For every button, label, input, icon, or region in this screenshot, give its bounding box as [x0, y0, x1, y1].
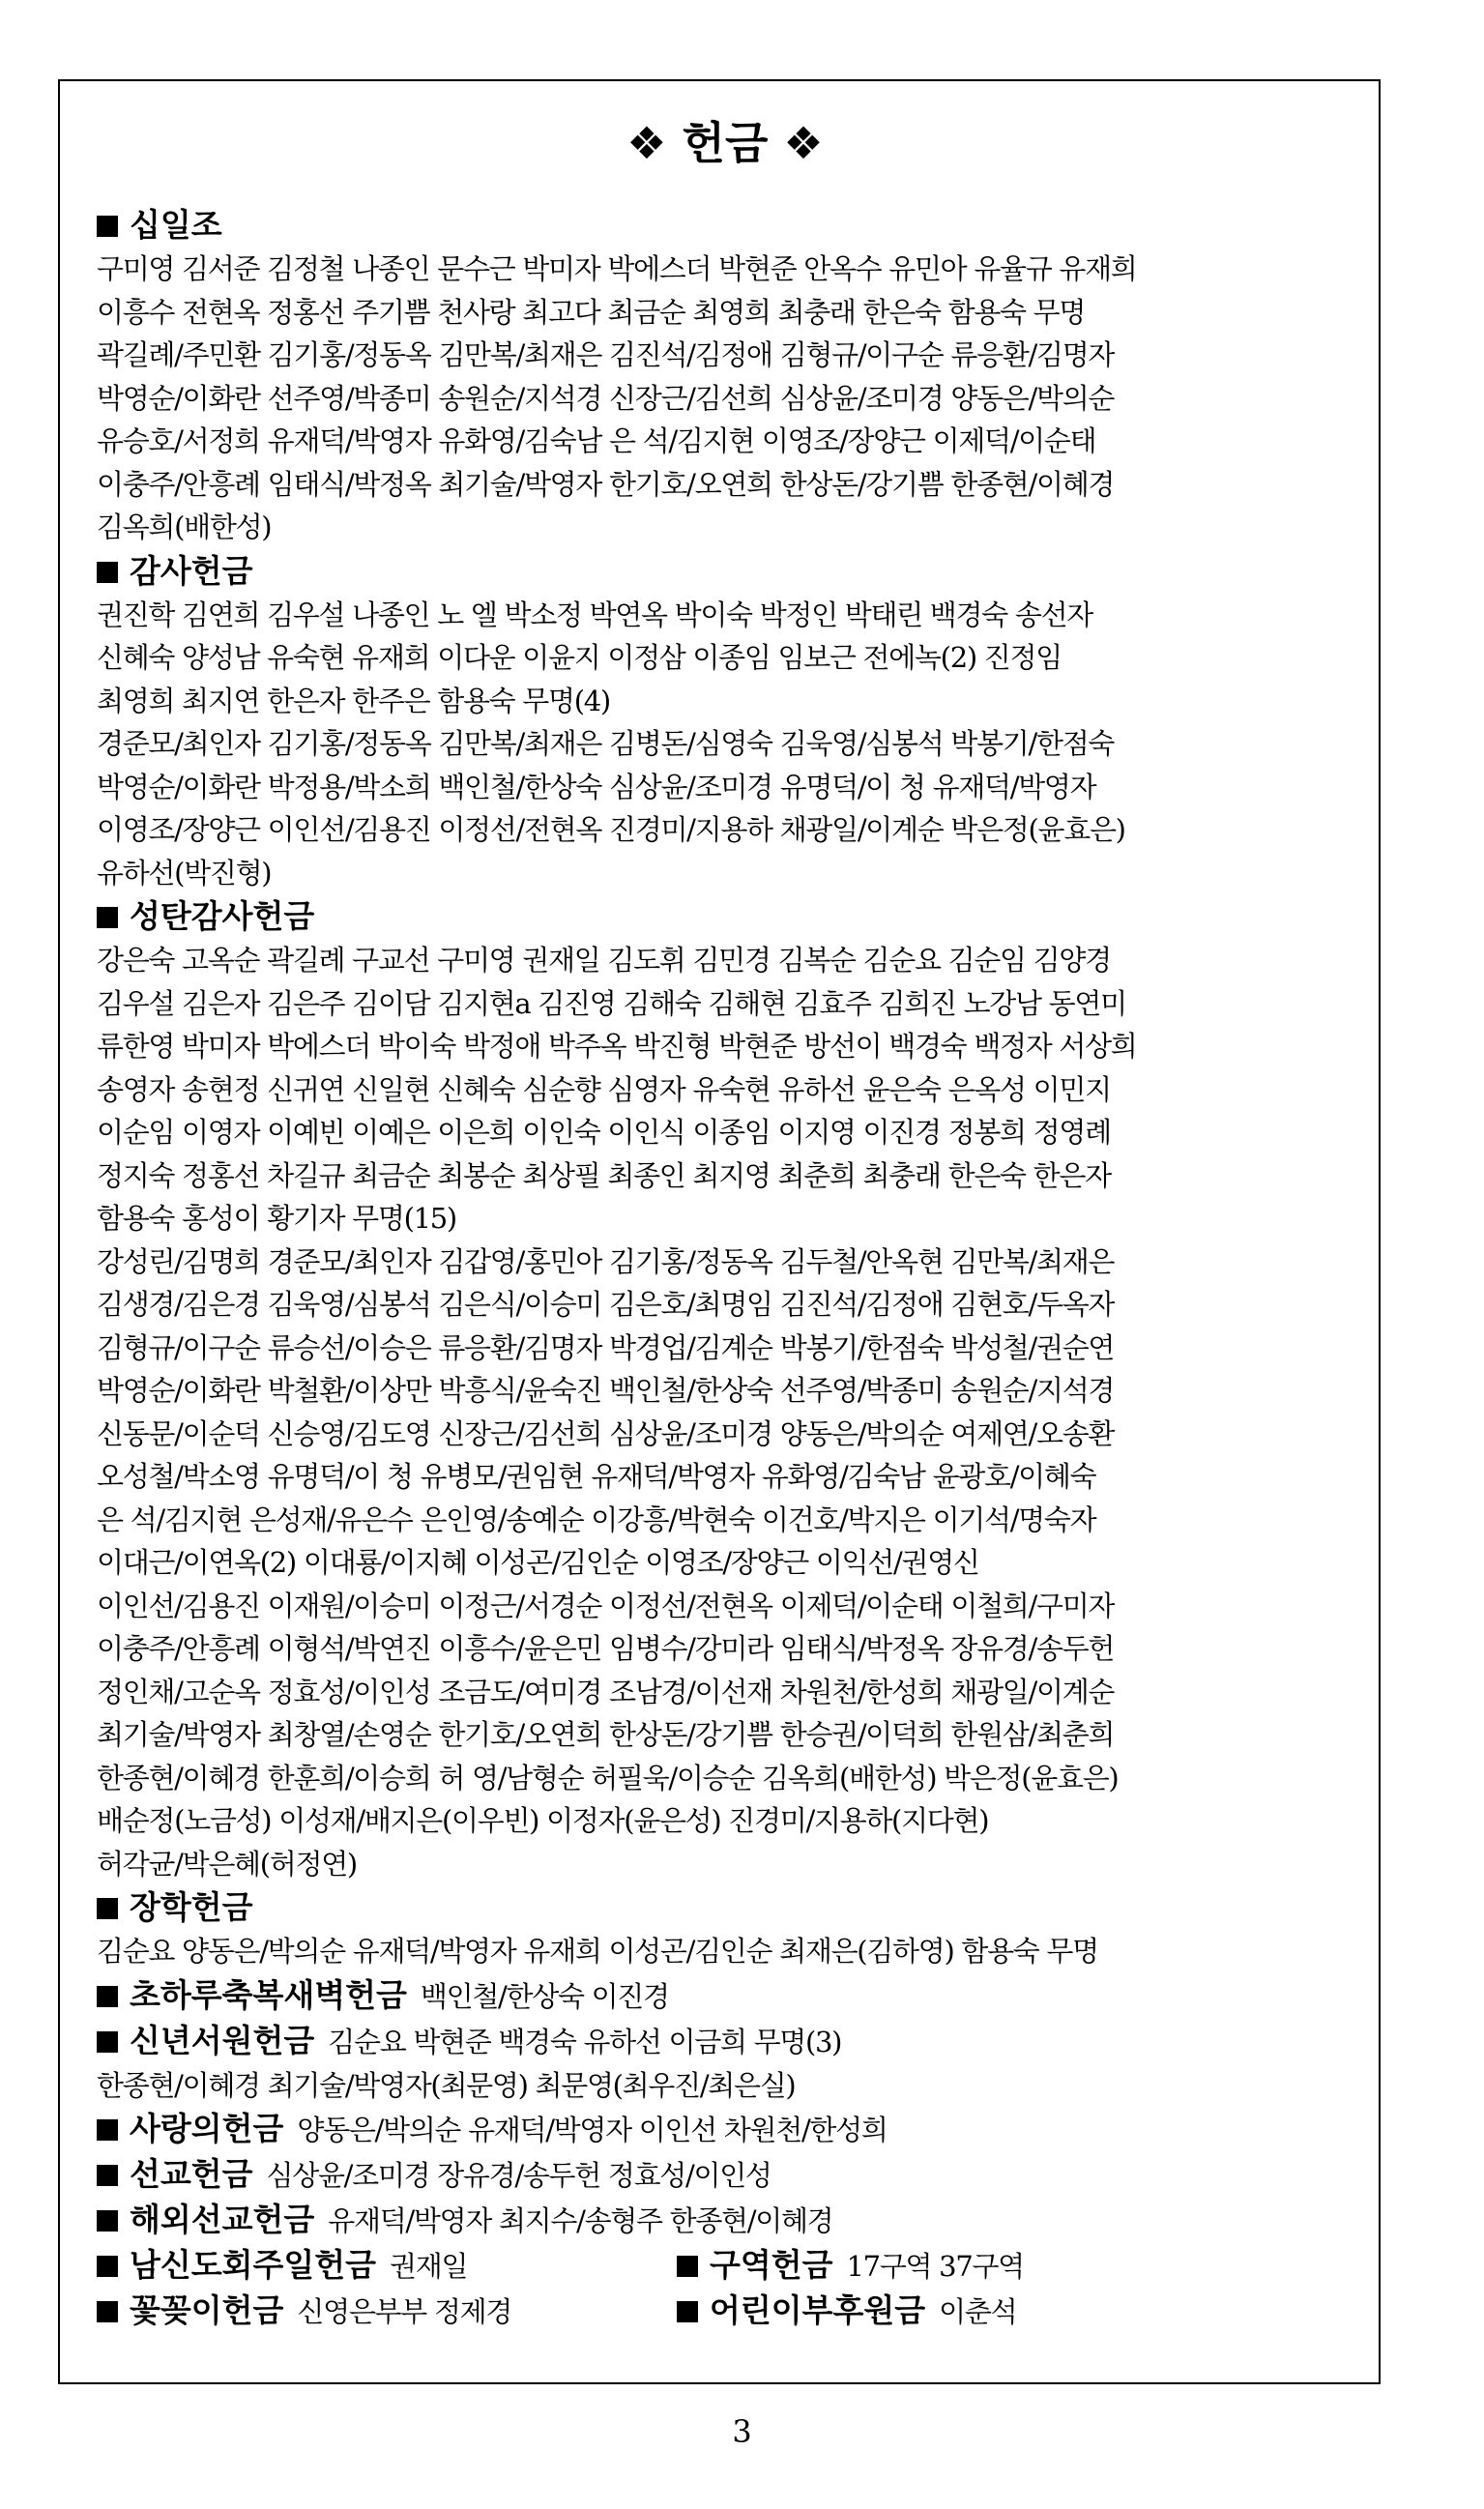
donor-names: 양동은/박의순 유재덕/박영자 이인선 차원천/한성희	[297, 2114, 887, 2146]
square-bullet-icon	[97, 2165, 118, 2186]
offering-row	[97, 2289, 1353, 2334]
donor-line: 강은숙 고옥순 곽길례 구교선 구미영 권재일 김도휘 김민경 김복순 김순요 김순임 김양경	[97, 944, 1111, 977]
section-heading-text: 구역헌금	[710, 2246, 833, 2284]
donor-names: 백인철/한상숙 이진경	[420, 1979, 669, 2013]
donor-line: 오성철/박소영 유명덕/이 청 유병모/권임현 유재덕/박영자 유화영/김숙남 윤광호/이혜숙	[97, 1460, 1096, 1493]
donor-line: 김형규/이구순 류승선/이승은 류응환/김명자 박경업/김계순 박봉기/한점숙 박성철/권순연	[97, 1330, 1115, 1364]
donor-names: 심상윤/조미경 장유경/송두헌 정효성/이인성	[266, 2159, 771, 2192]
section-heading	[97, 1973, 1353, 2019]
offering-section	[97, 203, 1353, 549]
donor-names: 유재덕/박영자 최지수/송형주 한종현/이혜경	[328, 2204, 833, 2237]
section-heading	[677, 2243, 1257, 2289]
donor-line: 최영희 최지연 한은자 한주은 함용숙 무명(4)	[97, 684, 610, 717]
section-heading-text: 어린이부후원금	[710, 2291, 926, 2329]
section-heading	[97, 1885, 1353, 1930]
donor-line: 송영자 송현정 신귀연 신일현 신혜숙 심순향 심영자 유숙현 유하선 윤은숙 은옥성 이민지	[97, 1072, 1111, 1106]
offering-column	[677, 2289, 1257, 2334]
section-heading	[97, 2019, 1353, 2064]
page-title: ❖ 헌금 ❖	[626, 117, 824, 169]
donor-line: 한종현/이혜경 최기술/박영자(최문영) 최문영(최우진/최은실)	[97, 2068, 796, 2102]
square-bullet-icon	[97, 907, 118, 928]
donor-names: 이춘석	[939, 2295, 1017, 2328]
section-heading-text: 선교헌금	[130, 2155, 253, 2193]
donor-line: 경준모/최인자 김기홍/정동옥 김만복/최재은 김병돈/심영숙 김욱영/심봉석 박봉기/한점숙	[97, 727, 1115, 760]
donor-line: 권진학 김연희 김우설 나종인 노 엘 박소정 박연옥 박이숙 박정인 박태린 백경숙 송선자	[97, 598, 1093, 631]
offering-column	[97, 2289, 677, 2334]
donor-line: 유하선(박진형)	[97, 856, 272, 890]
section-heading	[97, 2243, 677, 2289]
donor-names: 김순요 박현준 백경숙 유하선 이금희 무명(3)	[328, 2025, 842, 2058]
donor-line: 정인채/고순옥 정효성/이인성 조금도/여미경 조남경/이선재 차원천/한성희 채광일/이계순	[97, 1675, 1115, 1708]
section-heading-text: 초하루축복새벽헌금	[130, 1975, 407, 2014]
square-bullet-icon	[97, 2119, 118, 2141]
section-heading-text: 꽃꽂이헌금	[130, 2291, 284, 2329]
donor-names: 신영은부부 정제경	[297, 2295, 512, 2328]
section-heading-text: 남신도회주일헌금	[130, 2246, 377, 2284]
donor-line: 이충주/안흥례 임태식/박정옥 최기술/박영자 한기호/오연희 한상돈/강기쁨 한종현/이혜경	[97, 467, 1115, 501]
donor-line: 김순요 양동은/박의순 유재덕/박영자 유재희 이성곤/김인순 최재은(김하영) 함용숙 무명	[97, 1935, 1098, 1968]
section-heading	[677, 2289, 1257, 2334]
donor-line: 배순정(노금성) 이성재/배지은(이우빈) 이정자(윤은성) 진경미/지용하(지다현)	[97, 1804, 989, 1837]
section-heading	[97, 203, 1353, 248]
square-bullet-icon	[97, 1986, 118, 2007]
square-bullet-icon	[97, 1898, 118, 1919]
square-bullet-icon	[97, 562, 118, 583]
donor-line: 이대근/이연옥(2) 이대룡/이지혜 이성곤/김인순 이영조/장양근 이익선/권영신	[97, 1546, 979, 1579]
donor-line: 함용숙 홍성이 황기자 무명(15)	[97, 1202, 456, 1235]
offering-section	[97, 1973, 1353, 2019]
section-heading	[97, 549, 1353, 594]
donor-line: 강성린/김명희 경준모/최인자 김갑영/홍민아 김기홍/정동옥 김두철/안옥현 김만복/최재은	[97, 1244, 1115, 1278]
donor-names: 권재일	[390, 2250, 468, 2283]
square-bullet-icon	[677, 2256, 698, 2277]
donor-line: 이충주/안흥례 이형석/박연진 이흥수/윤은민 임병수/강미라 임태식/박정옥 장유경/송두헌	[97, 1632, 1115, 1665]
offering-section	[97, 894, 1353, 1885]
square-bullet-icon	[97, 2210, 118, 2232]
donor-line: 이인선/김용진 이재원/이승미 이정근/서경순 이정선/전현옥 이제덕/이순태 이철희/구미자	[97, 1589, 1115, 1622]
square-bullet-icon	[677, 2301, 698, 2322]
section-heading	[97, 2152, 1353, 2198]
section-heading-text: 신년서원헌금	[130, 2021, 315, 2059]
square-bullet-icon	[97, 216, 118, 237]
square-bullet-icon	[97, 2301, 118, 2322]
donor-line: 김우설 김은자 김은주 김이담 김지현a 김진영 김해숙 김해현 김효주 김희진 노강남 동연미	[97, 986, 1126, 1020]
section-heading	[97, 2107, 1353, 2152]
donor-line: 은 석/김지현 은성재/유은수 은인영/송예순 이강흥/박현숙 이건호/박지은 이기석/명숙자	[97, 1502, 1096, 1536]
offering-list	[97, 116, 1353, 2334]
offering-section	[97, 549, 1353, 895]
donor-line: 김옥희(배한성)	[97, 511, 272, 543]
donor-line: 유승호/서정희 유재덕/박영자 유화영/김숙남 은 석/김지현 이영조/장양근 이제덕/이순태	[97, 424, 1096, 457]
donor-line: 곽길례/주민환 김기홍/정동옥 김만복/최재은 김진석/김정애 김형규/이구순 류응환/김명자	[97, 338, 1115, 371]
offering-column	[677, 2243, 1257, 2289]
donor-names: 17구역 37구역	[846, 2250, 1024, 2283]
donor-line: 이흥수 전현옥 정홍선 주기쁨 천사랑 최고다 최금순 최영희 최충래 한은숙 함용숙 무명	[97, 295, 1086, 329]
section-heading-text: 십일조	[130, 206, 222, 244]
offering-section	[97, 2019, 1353, 2108]
donor-line: 구미영 김서준 김정철 나종인 문수근 박미자 박에스더 박현준 안옥수 유민아 유율규 유재희	[97, 252, 1137, 285]
section-heading-text: 감사헌금	[130, 551, 253, 590]
square-bullet-icon	[97, 2256, 118, 2277]
section-heading-text: 해외선교헌금	[130, 2201, 315, 2238]
donor-line: 박영순/이화란 선주영/박종미 송원순/지석경 신장근/김선희 심상윤/조미경 양동은/박의순	[97, 381, 1115, 415]
donor-line: 박영순/이화란 박철환/이상만 박흥식/윤숙진 백인철/한상숙 선주영/박종미 송원순/지석경	[97, 1374, 1115, 1407]
section-heading-text: 성탄감사헌금	[130, 897, 315, 935]
donor-line: 신혜숙 양성남 유숙현 유재희 이다운 이윤지 이정삼 이종임 임보근 전에녹(2) 진정임	[97, 641, 1062, 674]
donor-line: 김생경/김은경 김욱영/심봉석 김은식/이승미 김은호/최명임 김진석/김정애 김현호/두옥자	[97, 1288, 1115, 1321]
section-heading-text: 사랑의헌금	[130, 2110, 284, 2147]
donor-line: 이순임 이영자 이예빈 이예은 이은희 이인숙 이인식 이종임 이지영 이진경 정봉희 정영례	[97, 1116, 1111, 1149]
offering-section	[97, 2198, 1353, 2243]
donor-line: 신동문/이순덕 신승영/김도영 신장근/김선희 심상윤/조미경 양동은/박의순 여제연/오송환	[97, 1416, 1115, 1450]
donor-line: 정지숙 정홍선 차길규 최금순 최봉순 최상필 최종인 최지영 최춘희 최충래 한은숙 한은자	[97, 1158, 1111, 1192]
section-heading	[97, 894, 1353, 939]
section-heading	[97, 2289, 677, 2334]
offering-section	[97, 2152, 1353, 2198]
section-heading-text: 장학헌금	[130, 1888, 253, 1926]
donor-line: 이영조/장양근 이인선/김용진 이정선/전현옥 진경미/지용하 채광일/이계순 박은정(윤효은)	[97, 813, 1125, 846]
offering-section	[97, 1885, 1353, 1973]
offering-row	[97, 2243, 1353, 2289]
donor-line: 류한영 박미자 박에스더 박이숙 박정애 박주옥 박진형 박현준 방선이 백경숙 백정자 서상희	[97, 1030, 1137, 1063]
donor-line: 최기술/박영자 최창열/손영순 한기호/오연희 한상돈/강기쁨 한승권/이덕희 한원삼/최춘희	[97, 1718, 1115, 1751]
page-number: 3	[732, 2413, 752, 2450]
square-bullet-icon	[97, 2031, 118, 2053]
donor-line: 허각균/박은혜(허정연)	[97, 1847, 357, 1881]
section-heading	[97, 2198, 1353, 2243]
donor-line: 박영순/이화란 박정용/박소희 백인철/한상숙 심상윤/조미경 유명덕/이 청 유재덕/박영자	[97, 770, 1096, 803]
donor-line: 한종현/이혜경 한훈희/이승희 허 영/남형순 허필욱/이승순 김옥희(배한성) 박은정(윤효은)	[97, 1761, 1119, 1794]
offering-column	[97, 2243, 677, 2289]
offering-section	[97, 2107, 1353, 2152]
